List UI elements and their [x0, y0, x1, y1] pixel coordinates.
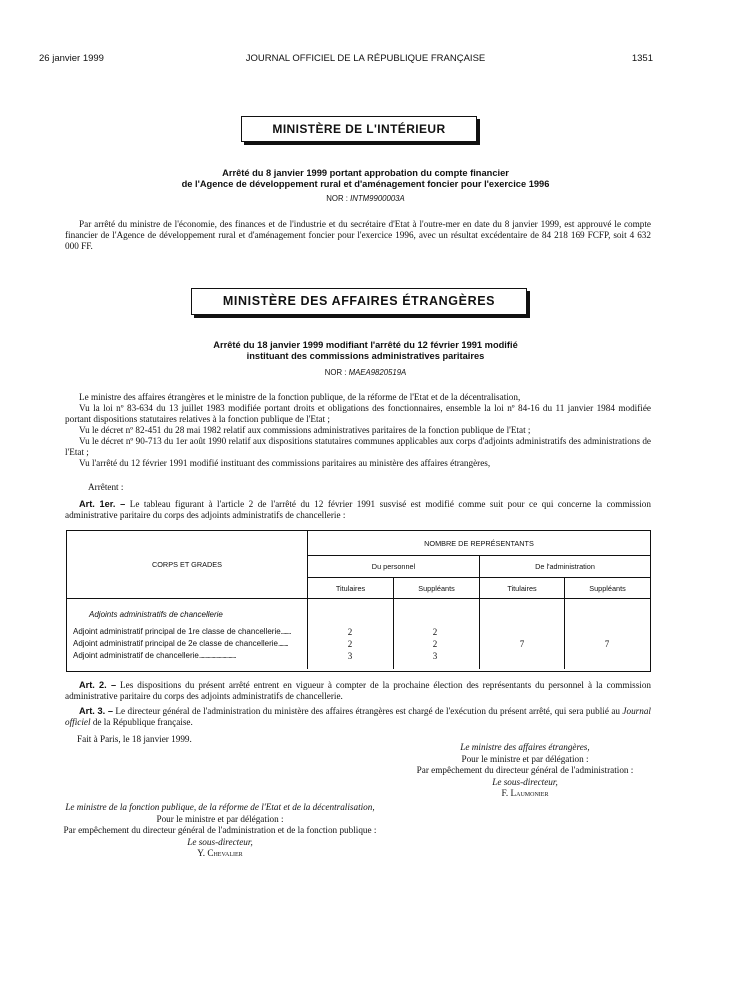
- article-3: Art. 3. – Le directeur général de l'administration du ministère des affaires étrangères est chargé de l'exécution du présent arrêté, qui sera publié au Journal officiel de la République française.: [65, 706, 651, 727]
- nor-code: INTM9900003A: [350, 194, 405, 203]
- sig2-signatory: Y. Chevalier: [197, 848, 243, 858]
- table-section-heading: Adjoints administratifs de chancellerie: [89, 610, 223, 619]
- visa-paragraph: Vu le décret nº 90-713 du 1er août 1990 relatif aux dispositions statutaires communes applicables aux corps d'adjoints administratifs des administrations de l'Etat ;: [65, 436, 651, 457]
- decree1-title-line1: Arrêté du 8 janvier 1999 portant approbation du compte financier: [222, 168, 509, 178]
- visa-paragraph: Vu le décret nº 82-451 du 28 mai 1982 relatif aux commissions administratives paritaires de la fonction publique de l'Etat ;: [79, 425, 531, 435]
- visa-paragraph: Vu la loi nº 83-634 du 13 juillet 1983 modifiée portant droits et obligations des fonctionnaires, ensemble la loi nº 84-16 du 11 janvier 1984 modifiée portant dispositions statutaires relatives à la fonction publique de l'Etat ;: [65, 403, 651, 424]
- group-personnel: Du personnel: [371, 562, 416, 571]
- representatives-table: [66, 530, 651, 672]
- table-row-label: Adjoint administratif de chancellerie..............................: [73, 651, 236, 660]
- decree2-nor: [0, 368, 731, 377]
- decree1-title-line2: de l'Agence de développement rural et d'aménagement foncier pour l'exercice 1996: [181, 179, 550, 189]
- signature-block-foreign-affairs: [380, 742, 670, 800]
- table-cell-admin-suppleants: 7: [604, 639, 610, 649]
- nor-code: MAEA9820519A: [348, 368, 407, 377]
- journal-officiel: Journal officiel: [65, 706, 651, 727]
- nor-label: NOR :: [326, 194, 348, 203]
- sig2-sous-directeur: Le sous-directeur,: [187, 836, 253, 847]
- fait-a-paris: Fait à Paris, le 18 janvier 1999.: [77, 734, 192, 744]
- table-cell-suppleants: 3: [432, 651, 438, 661]
- sig2-empechement: Par empêchement du directeur général de l'administration et de la fonction publique :: [63, 825, 377, 835]
- visa-paragraph: Le ministre des affaires étrangères et le ministre de la fonction publique, de la réforme de l'Etat et de la décentralisation,: [79, 392, 521, 402]
- header-page-number: 1351: [631, 53, 653, 64]
- decree2-title-line1: Arrêté du 18 janvier 1999 modifiant l'arrêté du 12 février 1991 modifié: [213, 340, 518, 350]
- visa-paragraph: Vu l'arrêté du 12 février 1991 modifié instituant des commissions paritaires au ministère des affaires étrangères,: [79, 458, 491, 468]
- sig2-delegation: Pour le ministre et par délégation :: [156, 813, 284, 824]
- header-date: 26 janvier 1999: [39, 53, 104, 64]
- col-corps-grades: CORPS ET GRADES: [151, 560, 222, 569]
- decree1-body-text: Par arrêté du ministre de l'économie, des finances et de l'industrie et du secrétaire d'Etat à l'outre-mer en date du 8 janvier 1999, est approuvé le compte financier de l'Agence de développement rural et d'aménagement foncier pour l'exercice 1996, avec un résultat excédentaire de 84 218 169 FCFP, soit 4 632 000 FF.: [65, 219, 651, 251]
- table-row-label: Adjoint administratif principal de 1re classe de chancellerie........: [73, 627, 291, 636]
- sig2-minister: Le ministre de la fonction publique, de la réforme de l'Etat et de la décentralisation,: [65, 802, 375, 812]
- table-cell-admin-titulaires: 7: [519, 639, 525, 649]
- table-cell-titulaires: 2: [347, 627, 353, 637]
- header-journal-title: JOURNAL OFFICIEL DE LA RÉPUBLIQUE FRANÇAISE: [245, 53, 486, 64]
- table-cell-titulaires: 2: [347, 639, 353, 649]
- group-administration: De l'administration: [535, 562, 595, 571]
- arretent: Arrêtent :: [88, 482, 124, 492]
- ministry-foreign-affairs-box: MINISTÈRE DES AFFAIRES ÉTRANGÈRES: [191, 288, 527, 315]
- article-3-label: Art. 3. –: [79, 706, 113, 716]
- decree1-body: [65, 219, 651, 252]
- table-cell-suppleants: 2: [432, 639, 438, 649]
- article-1-text: Le tableau figurant à l'article 2 de l'arrêté du 12 février 1991 susvisé est modifié comme suit pour ce qui concerne la commission administrative paritaire du corps des adjoints administratifs de chancellerie :: [65, 499, 651, 520]
- signature-block-public-service: [55, 802, 385, 860]
- table-cell-suppleants: 2: [432, 627, 438, 637]
- table-row-label: Adjoint administratif principal de 2e classe de chancellerie........: [73, 639, 288, 648]
- col-suppleants-personnel: Suppléants: [418, 584, 455, 593]
- decree1-nor: [0, 194, 731, 203]
- col-nombre-representants: NOMBRE DE REPRÉSENTANTS: [424, 539, 534, 548]
- col-titulaires-personnel: Titulaires: [335, 584, 366, 593]
- article-1-label: Art. 1er. –: [79, 499, 126, 509]
- sig1-signatory: F. Laumonier: [501, 788, 549, 798]
- sig1-empechement: Par empêchement du directeur général de l'administration :: [416, 765, 634, 775]
- nor-label: NOR :: [324, 368, 347, 377]
- sig1-delegation: Pour le ministre et par délégation :: [461, 753, 589, 764]
- article-2: [65, 680, 651, 702]
- sig1-minister: Le ministre des affaires étrangères,: [460, 742, 590, 752]
- decree2-title-line2: instituant des commissions administratives paritaires: [246, 351, 485, 361]
- sig1-sous-directeur: Le sous-directeur,: [492, 776, 558, 787]
- article-2-text: Les dispositions du présent arrêté entrent en vigueur à compter de la prochaine élection des représentants du personnel à la commission administrative paritaire du corps des adjoints administratifs de chancellerie.: [65, 680, 652, 701]
- table-cell-titulaires: 3: [347, 651, 353, 661]
- decree2-visas: [65, 392, 651, 469]
- ministry-interior-box: MINISTÈRE DE L'INTÉRIEUR: [241, 116, 477, 142]
- article-2-label: Art. 2. –: [79, 680, 117, 690]
- col-titulaires-admin: Titulaires: [507, 584, 537, 593]
- col-suppleants-admin: Suppléants: [589, 584, 626, 593]
- article-1: [65, 499, 651, 521]
